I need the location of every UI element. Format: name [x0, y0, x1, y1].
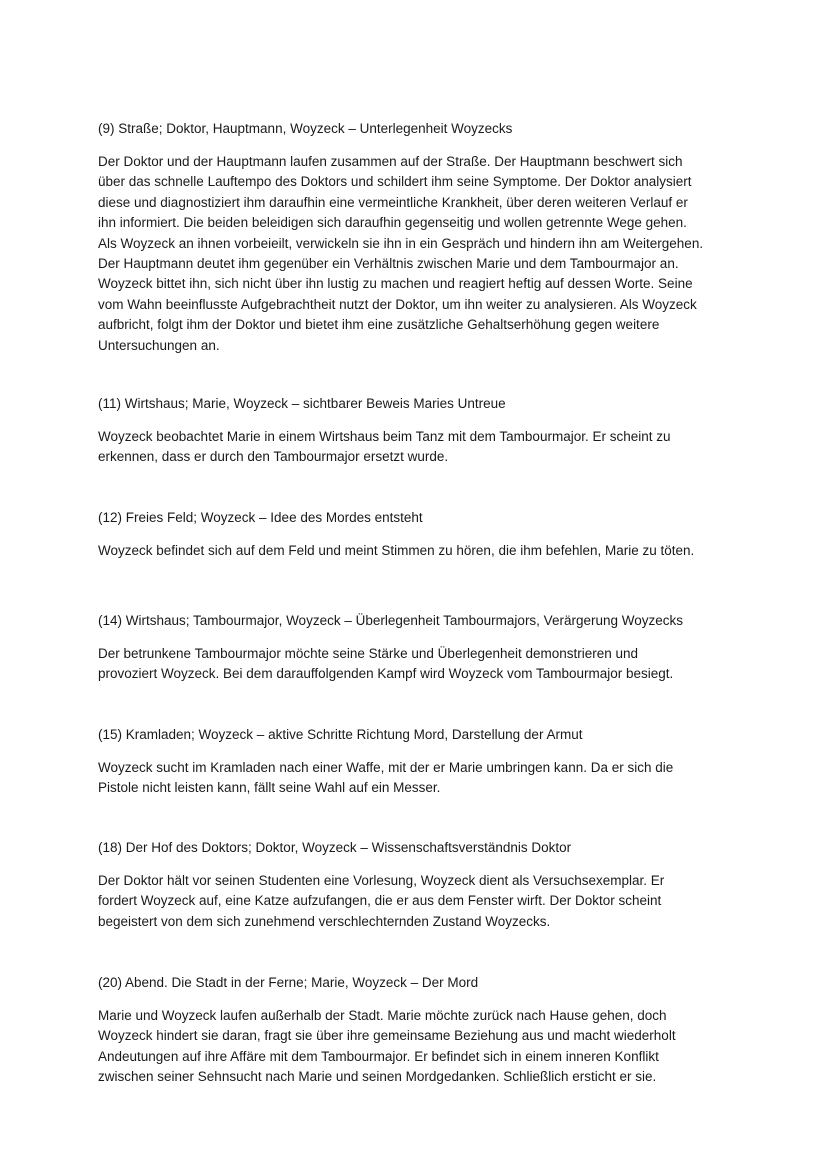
scene-summary: [98, 871, 738, 932]
scene-heading: (20) Abend. Die Stadt in der Ferne; Marie, Woyzeck – Der Mord: [98, 975, 479, 990]
summary-line: fordert Woyzeck auf, eine Katze aufzufangen, die er aus dem Fenster wirft. Der Doktor scheint: [98, 893, 662, 909]
summary-line: Marie und Woyzeck laufen außerhalb der Stadt. Marie möchte zurück nach Hause gehen, doch: [98, 1008, 667, 1023]
scene-summary: [98, 758, 738, 799]
scene-11: [98, 394, 738, 468]
scene-summary: [98, 1006, 738, 1088]
summary-line: Andeutungen auf ihre Affäre mit dem Tambourmajor. Er befindet sich in einem inneren Konflikt: [98, 1048, 659, 1064]
summary-line: aufbricht, folgt ihm der Doktor und bietet ihm eine zusätzliche Gehaltserhöhung gegen weitere: [98, 317, 660, 333]
scene-summary: [98, 644, 738, 685]
scene-heading: (9) Straße; Doktor, Hauptmann, Woyzeck – Unterlegenheit Woyzecks: [98, 121, 513, 136]
summary-line: Woyzeck hindert sie daran, fragt sie über ihre gemeinsame Beziehung aus und macht wiederholt: [98, 1028, 676, 1044]
scene-heading: (15) Kramladen; Woyzeck – aktive Schritte Richtung Mord, Darstellung der Armut: [98, 727, 583, 742]
summary-line: Der Doktor hält vor seinen Studenten eine Vorlesung, Woyzeck dient als Versuchsexemplar. Er: [98, 873, 665, 888]
summary-line: Pistole nicht leisten kann, fällt seine Wahl auf ein Messer.: [98, 780, 441, 796]
summary-line: Woyzeck befindet sich auf dem Feld und meint Stimmen zu hören, die ihm befehlen, Marie zu töten.: [98, 543, 695, 558]
scene-summary: [98, 152, 738, 356]
summary-line: über das schnelle Lauftempo des Doktors und schildert ihm seine Symptome. Der Doktor analysiert: [98, 174, 692, 190]
scene-20: [98, 973, 738, 1088]
scene-18: [98, 838, 738, 932]
summary-line: Als Woyzeck an ihnen vorbeieilt, verwickeln sie ihn in ein Gespräch und hindern ihn am Weitergehen.: [98, 235, 704, 251]
summary-line: begeistert von dem sich zunehmend verschlechternden Zustand Woyzecks.: [98, 913, 551, 929]
summary-line: Untersuchungen an.: [98, 337, 220, 353]
summary-line: Woyzeck beobachtet Marie in einem Wirtshaus beim Tanz mit dem Tambourmajor. Er scheint zu: [98, 429, 671, 444]
summary-line: diese und diagnostiziert ihm daraufhin eine vermeintliche Krankheit, über deren weiteren Verlauf er: [98, 194, 688, 210]
summary-line: Woyzeck bittet ihn, sich nicht über ihn lustig zu machen und reagiert heftig auf dessen Worte. Seine: [98, 276, 693, 292]
summary-line: Der Hauptmann deutet ihm gegenüber ein Verhältnis zwischen Marie und dem Tambourmajor an.: [98, 256, 679, 272]
summary-line: erkennen, dass er durch den Tambourmajor ersetzt wurde.: [98, 449, 449, 465]
summary-line: zwischen seiner Sehnsucht nach Marie und seinen Mordgedanken. Schließlich ersticht er sie.: [98, 1069, 657, 1085]
scene-9: [98, 119, 738, 356]
summary-line: provoziert Woyzeck. Bei dem darauffolgenden Kampf wird Woyzeck vom Tambourmajor besiegt.: [98, 666, 674, 682]
summary-line: ihn informiert. Die beiden beleidigen sich daraufhin gegenseitig und wollen getrennte Wege gehen.: [98, 215, 687, 231]
scene-heading: (14) Wirtshaus; Tambourmajor, Woyzeck – Überlegenheit Tambourmajors, Verärgerung Woyzecks: [98, 613, 684, 628]
scene-summary: [98, 427, 738, 468]
summary-line: Der Doktor und der Hauptmann laufen zusammen auf der Straße. Der Hauptmann beschwert sich: [98, 154, 683, 169]
scene-12: [98, 508, 738, 561]
summary-line: Der betrunkene Tambourmajor möchte seine Stärke und Überlegenheit demonstrieren und: [98, 646, 639, 661]
scene-heading: (18) Der Hof des Doktors; Doktor, Woyzeck – Wissenschaftsverständnis Doktor: [98, 840, 572, 855]
summary-line: vom Wahn beeinflusste Aufgebrachtheit nutzt der Doktor, um ihn weiter zu analysieren. Als Woyzeck: [98, 296, 697, 312]
summary-line: Woyzeck sucht im Kramladen nach einer Waffe, mit der er Marie umbringen kann. Da er sich die: [98, 760, 674, 775]
scene-heading: (12) Freies Feld; Woyzeck – Idee des Mordes entsteht: [98, 510, 423, 525]
scene-14: [98, 611, 738, 685]
scene-summary: [98, 541, 738, 561]
scene-15: [98, 725, 738, 799]
scene-heading: (11) Wirtshaus; Marie, Woyzeck – sichtbarer Beweis Maries Untreue: [98, 396, 506, 411]
